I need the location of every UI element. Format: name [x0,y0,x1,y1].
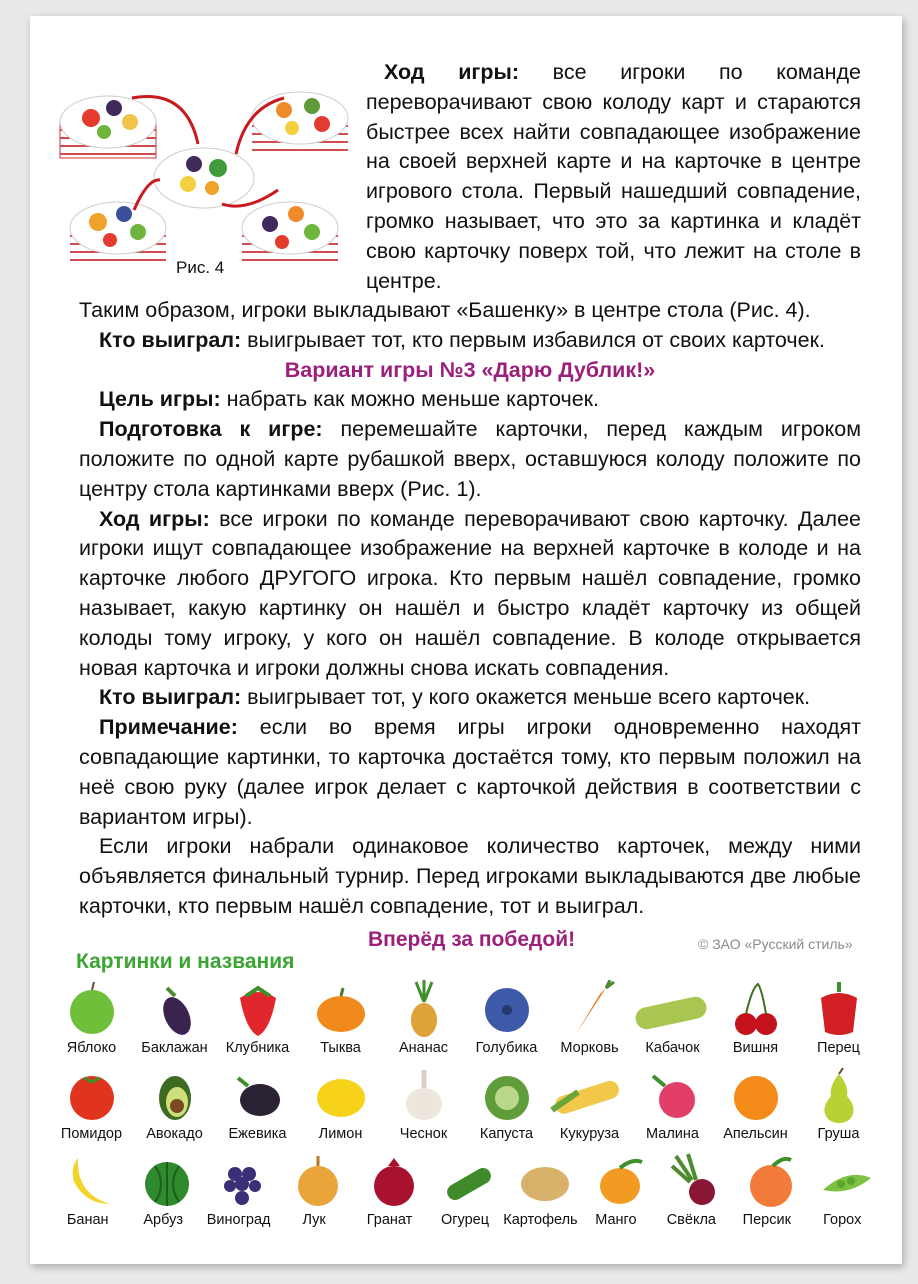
orange-icon [728,1066,784,1124]
item-apple [50,972,133,1058]
item-eggplant [133,972,216,1058]
forward-slogan: Вперёд за победой! [368,928,576,951]
item-avocado [133,1058,216,1144]
item-label: Огурец [440,1212,490,1228]
pictures-row-2 [50,1058,880,1144]
item-label: Клубника [225,1040,290,1056]
intro-text: все игроки по команде переворачивают свою колоду карт и стараются быстрее всех найти совпадающее изображение на своей верхней карте и на карточке в центре игрового стола. Первый нашедший совпадение, громко называет, что это за картинка и кладёт свою карточку поверх той, что лежит на столе в центре. [366,60,861,293]
pineapple-icon [396,980,452,1038]
potato-icon [517,1152,573,1210]
item-label: Вишня [732,1040,779,1056]
carrot-icon [562,980,618,1038]
item-orange [714,1058,797,1144]
card-stack-bottom-right [242,202,338,268]
pictures-row-3 [50,1144,880,1230]
prep-paragraph [79,415,861,504]
item-label: Картофель [503,1212,578,1228]
item-lemon [299,1058,382,1144]
item-label: Персик [742,1212,791,1228]
item-label: Тыква [320,1040,361,1056]
apple-icon [64,980,120,1038]
final-paragraph: Если игроки набрали одинаковое количество карточек, между ними объявляется финальный турнир. Перед игроками выкладываются две любые карточки, кто первым нашёл совпадение, тот и выиграл. [79,834,861,918]
blueberry-icon [479,980,535,1038]
who-won-2-text: выигрывает тот, у кого окажется меньше всего карточек. [241,685,811,710]
lemon-icon [313,1066,369,1124]
pear-icon [811,1066,867,1124]
item-label: Лук [302,1212,326,1228]
intro-paragraph [366,58,861,296]
tower-paragraph: Таким образом, игроки выкладывают «Башенку» в центре стола (Рис. 4). [79,298,811,322]
pepper-icon [811,980,867,1038]
peas-icon [819,1152,875,1210]
who-won-1-text: выигрывает тот, кто первым избавился от своих карточек. [241,327,825,352]
item-blueberry [465,972,548,1058]
item-label: Кабачок [645,1040,700,1056]
item-cabbage [465,1058,548,1144]
card-stack-bottom-left [70,202,166,268]
item-pear [797,1058,880,1144]
item-label: Манго [595,1212,637,1228]
item-banana [50,1144,125,1230]
item-label: Виноград [206,1212,271,1228]
banana-icon [64,1152,120,1210]
strawberry-icon [230,980,286,1038]
pumpkin-icon [313,980,369,1038]
item-label: Груша [817,1126,860,1142]
item-grapes [201,1144,276,1230]
item-cucumber [427,1144,502,1230]
item-cherry [714,972,797,1058]
blackberry-icon [230,1066,286,1124]
item-label: Банан [66,1212,109,1228]
cucumber-icon [441,1152,497,1210]
item-label: Помидор [60,1126,123,1142]
who-won-1 [79,326,861,356]
beet-icon [668,1152,724,1210]
item-pineapple [382,972,465,1058]
item-beet [654,1144,729,1230]
peach-icon [743,1152,799,1210]
garlic-icon [396,1066,452,1124]
grapes-icon [215,1152,271,1210]
goal-label: Цель игры: [99,387,221,412]
tomato-icon [64,1066,120,1124]
onion-icon [290,1152,346,1210]
note-paragraph [79,713,861,832]
item-label: Чеснок [399,1126,448,1142]
item-garlic [382,1058,465,1144]
item-carrot [548,972,631,1058]
item-peach [729,1144,804,1230]
card-stack-top-left [60,96,156,158]
item-label: Баклажан [141,1040,208,1056]
item-label: Лимон [318,1126,363,1142]
pomegranate-icon [366,1152,422,1210]
pictures-row-1 [50,972,880,1058]
item-label: Арбуз [143,1212,183,1228]
corn-icon [548,1066,628,1124]
item-label: Голубика [475,1040,538,1056]
prep-text: перемешайте карточки, перед каждым игроком положите по одной карте рубашкой вверх, оставшуюся колоду положите по центру стола картинками вверх (Рис. 1). [79,417,861,501]
item-label: Капуста [479,1126,534,1142]
item-peas [805,1144,880,1230]
item-mango [578,1144,653,1230]
item-label: Яблоко [66,1040,117,1056]
towers-illustration [56,78,352,288]
item-raspberry [631,1058,714,1144]
move-label: Ход игры: [99,506,210,531]
zucchini-icon [631,980,711,1038]
item-tomato [50,1058,133,1144]
item-corn [548,1058,631,1144]
item-strawberry [216,972,299,1058]
item-label: Малина [646,1126,699,1142]
card-stack-top-right [252,92,348,154]
item-label: Апельсин [723,1126,788,1142]
mango-icon [592,1152,648,1210]
item-pumpkin [299,972,382,1058]
watermelon-icon [139,1152,195,1210]
item-label: Кукуруза [559,1126,620,1142]
prep-label: Подготовка к игре: [99,417,323,442]
eggplant-icon [147,980,203,1038]
item-label: Перец [817,1040,860,1056]
item-label: Свёкла [666,1212,716,1228]
figure-caption: Рис. 4 [176,258,225,277]
main-text [79,296,861,922]
item-label: Гранат [366,1212,413,1228]
item-label: Авокадо [146,1126,203,1142]
raspberry-icon [645,1066,701,1124]
copyright: © ЗАО «Русский стиль» [698,936,853,952]
move-text: все игроки по команде переворачивают свою карточку. Далее игроки ищут совпадающее изображение на верхней карточке в колоде и на карточке любого ДРУГОГО игрока. Кто первым нашёл совпадение, громко называет, какую картинку он нашёл и быстро кладёт карточку из общей колоды тому игроку, у кого он нашёл совпадение. В колоде открывается новая карточка и игроки должны снова искать совпадения. [79,506,861,680]
goal-paragraph [79,385,861,415]
who-won-2 [79,683,861,713]
item-potato [503,1144,578,1230]
item-label: Горох [823,1212,862,1228]
item-pepper [797,972,880,1058]
cabbage-icon [479,1066,535,1124]
note-text: если во время игры игроки одновременно находят совпадающие картинки, то карточка достаётся тому, кто первым положил на неё свою руку (далее игрок делает с карточкой действия в соответствии с вариантом игры). [79,715,861,829]
item-label: Ежевика [228,1126,287,1142]
intro-label: Ход игры: [384,60,520,84]
pictures-grid [50,972,880,1230]
goal-text: набрать как можно меньше карточек. [220,387,600,412]
who-won-1-label: Кто выиграл: [99,327,242,352]
item-blackberry [216,1058,299,1144]
pictures-title: Картинки и названия [76,950,295,973]
who-won-2-label: Кто выиграл: [99,685,242,710]
item-zucchini [631,972,714,1058]
item-watermelon [125,1144,200,1230]
variant-title: Вариант игры №3 «Дарю Дублик!» [284,357,656,382]
note-label: Примечание: [99,715,238,740]
item-label: Ананас [398,1040,449,1056]
item-pomegranate [352,1144,427,1230]
cherry-icon [728,980,784,1038]
item-onion [276,1144,351,1230]
move-paragraph [79,505,861,684]
item-label: Морковь [560,1040,619,1056]
avocado-icon [147,1066,203,1124]
center-card [154,148,254,208]
